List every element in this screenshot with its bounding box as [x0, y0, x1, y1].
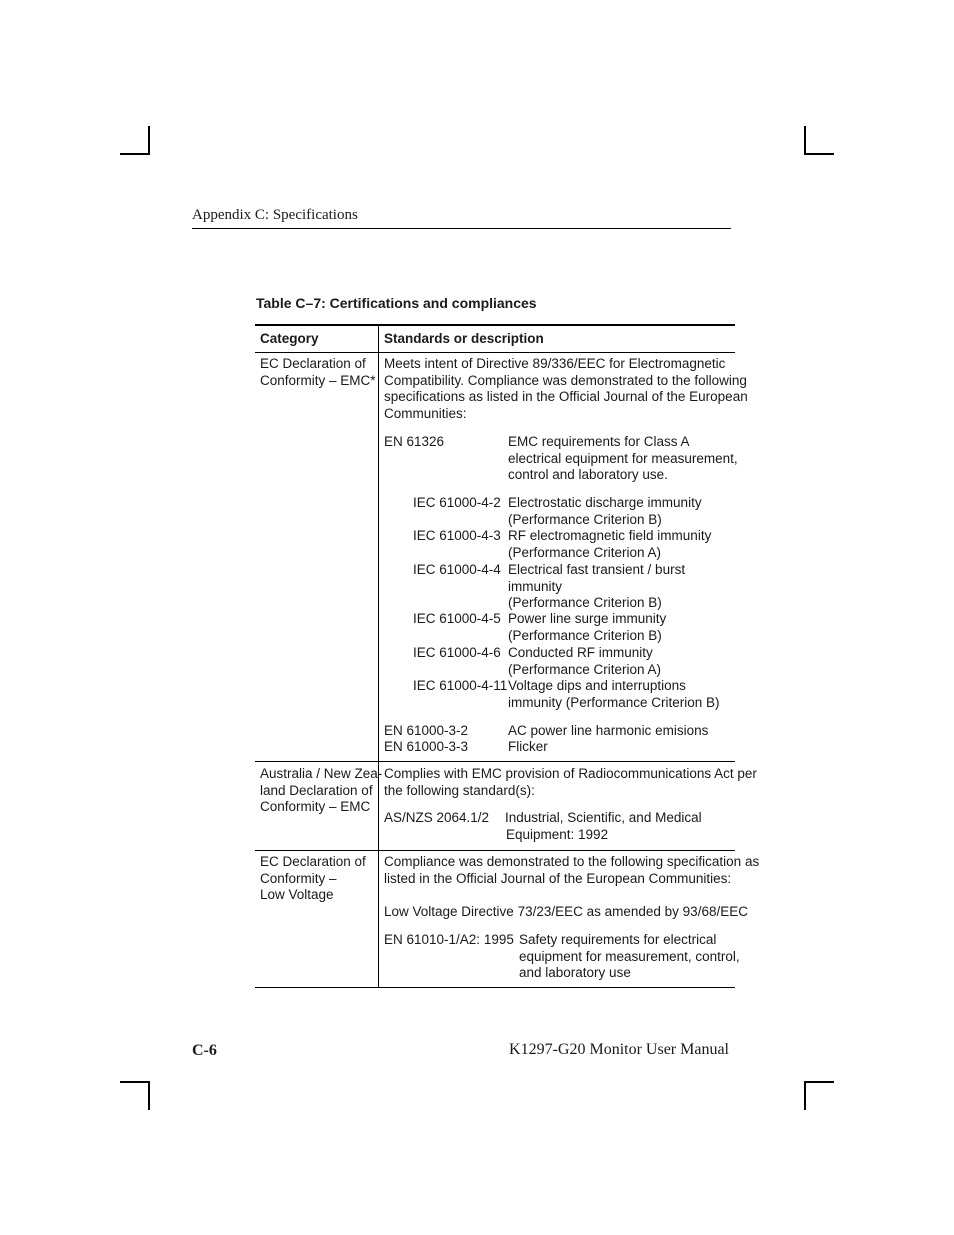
- standard-description: Electrical fast transient / burst immunity (Performance Criterion B): [508, 562, 686, 611]
- standard-description: Flicker: [508, 739, 548, 754]
- row2-category: Australia / New Zea- land Declaration of Conformity – EMC: [260, 766, 383, 815]
- row1-description: Meets intent of Directive 89/336/EEC for Electromagnetic Compatibility. Compliance was demonstrated to the following specifications as listed in the Official Journal of the European Communities:: [384, 356, 748, 422]
- crop-mark-top-left-vertical: [148, 126, 150, 155]
- standard-code: IEC 61000-4-3: [413, 528, 501, 543]
- table-bottom-rule: [255, 987, 735, 988]
- header-rule: [192, 228, 731, 229]
- crop-mark-top-left-horizontal: [120, 153, 150, 155]
- running-header: Appendix C: Specifications: [192, 207, 358, 223]
- column-header-category: Category: [260, 331, 319, 346]
- standard-description: Industrial, Scientific, and Medical Equipment: 1992: [505, 810, 702, 842]
- standard-description: RF electromagnetic field immunity (Performance Criterion A): [508, 528, 712, 560]
- table-row-divider: [255, 850, 735, 851]
- column-header-standards: Standards or description: [384, 331, 544, 346]
- standard-code: IEC 61000-4-11: [413, 678, 508, 693]
- row3-category: EC Declaration of Conformity – Low Voltage: [260, 854, 366, 903]
- table-column-divider: [378, 326, 379, 988]
- row2-description: Complies with EMC provision of Radiocommunications Act per the following standard(s):: [384, 766, 757, 798]
- table-header-rule: [255, 352, 735, 353]
- row1-category: EC Declaration of Conformity – EMC*: [260, 356, 376, 388]
- standard-description: Electrostatic discharge immunity (Performance Criterion B): [508, 495, 702, 527]
- manual-title: K1297-G20 Monitor User Manual: [509, 1041, 729, 1058]
- crop-mark-top-right-vertical: [804, 126, 806, 155]
- crop-mark-top-right-horizontal: [804, 153, 834, 155]
- standard-code: EN 61010-1/A2: 1995: [384, 932, 514, 947]
- table-row-divider: [255, 761, 735, 762]
- row3-note: Low Voltage Directive 73/23/EEC as amended by 93/68/EEC: [384, 904, 748, 919]
- table-caption: Table C–7: Certifications and compliances: [256, 295, 537, 311]
- standard-code: IEC 61000-4-5: [413, 611, 501, 626]
- standard-code: EN 61326: [384, 434, 445, 449]
- crop-mark-bottom-right-vertical: [804, 1081, 806, 1110]
- table-top-rule: [255, 324, 735, 326]
- standard-code: IEC 61000-4-4: [413, 562, 501, 577]
- standard-code: IEC 61000-4-2: [413, 495, 501, 510]
- crop-mark-bottom-left-vertical: [148, 1081, 150, 1110]
- standard-description: Power line surge immunity (Performance Criterion B): [508, 611, 667, 643]
- standard-code: IEC 61000-4-6: [413, 645, 501, 660]
- standard-code: EN 61000-3-2: [384, 723, 469, 738]
- row3-description: Compliance was demonstrated to the following specification as listed in the Official Journal of the European Communities:: [384, 854, 760, 886]
- standard-description: Voltage dips and interruptions immunity (Performance Criterion B): [508, 678, 720, 710]
- standard-code: EN 61000-3-3: [384, 739, 469, 754]
- crop-mark-bottom-right-horizontal: [804, 1081, 834, 1083]
- standard-code: AS/NZS 2064.1/2: [384, 810, 490, 825]
- standard-description: EMC requirements for Class A electrical equipment for measurement, control and laboratory use.: [508, 434, 738, 483]
- page-number: C-6: [192, 1042, 217, 1059]
- standard-description: Safety requirements for electrical equipment for measurement, control, and laboratory use: [519, 932, 740, 981]
- crop-mark-bottom-left-horizontal: [120, 1081, 150, 1083]
- standard-description: AC power line harmonic emisions: [508, 723, 709, 738]
- standard-description: Conducted RF immunity (Performance Criterion A): [508, 645, 662, 677]
